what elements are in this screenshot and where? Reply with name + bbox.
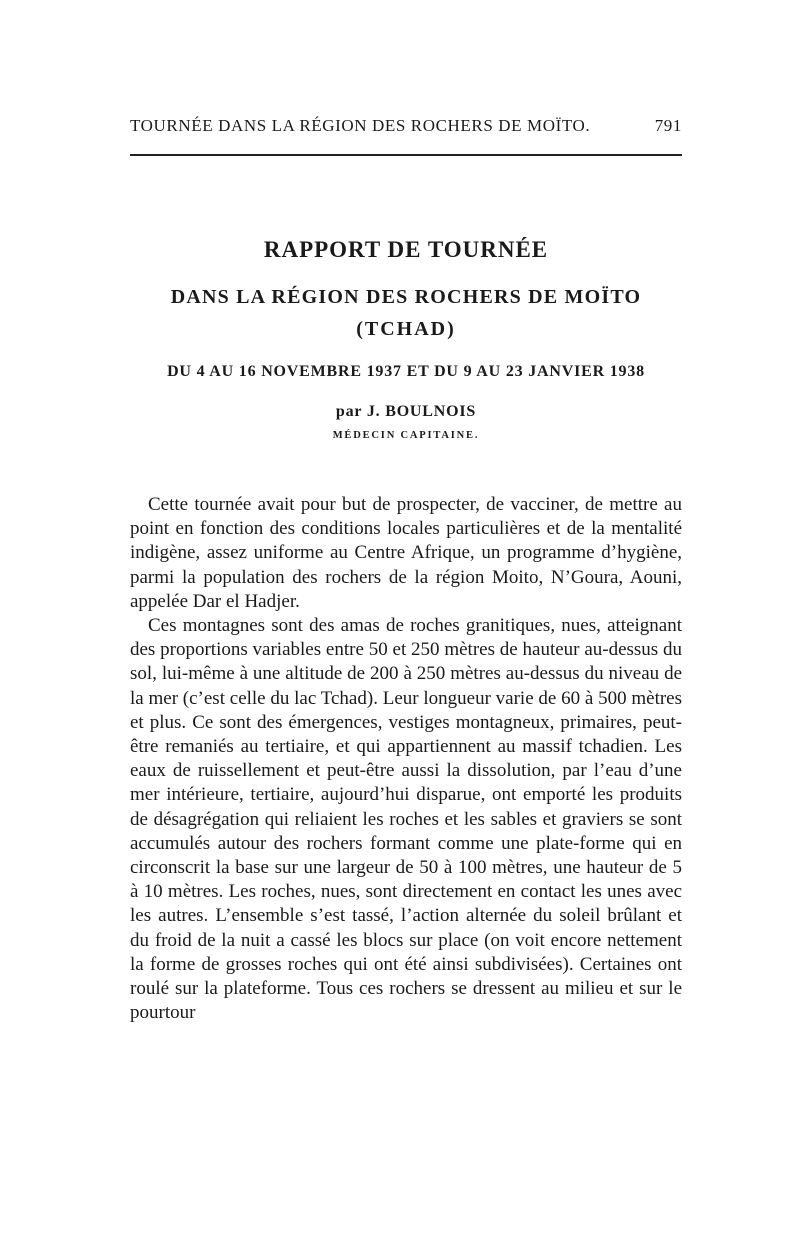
article-body [130,493,682,1025]
article-dates: DU 4 AU 16 NOVEMBRE 1937 ET DU 9 AU 23 JANVIER 1938 [167,363,645,380]
paragraph: Cette tournée avait pour but de prospecter, de vacciner, de mettre au point en fonction des conditions locales particulières et de la mentalité indigène, assez uniforme au Centre Afrique, un programme d’hygiène, parmi la population des rochers de la région Moito, N’Goura, Aouni, appelée Dar el Hadjer. [130,494,682,612]
running-head-title: TOURNÉE DANS LA RÉGION DES ROCHERS DE MOÏTO. [130,116,591,135]
article-subtitle: DANS LA RÉGION DES ROCHERS DE MOÏTO [170,286,642,308]
article-region: (TCHAD) [356,318,456,340]
article-title: RAPPORT DE TOURNÉE [263,237,549,262]
paragraph: Ces montagnes sont des amas de roches granitiques, nues, atteignant des proportions variables entre 50 et 250 mètres de hauteur au-dessus du sol, lui-même à une altitude de 200 à 250 mètres au-dessus du niveau de la mer (c’est celle du lac Tchad). Leur longueur varie de 60 à 500 mètres et plus. Ce sont des émergences, vestiges montagneux, primaires, peut-être remaniés au tertiaire, et qui appartiennent au massif tchadien. Les eaux de ruissellement et peut-être aussi la dissolution, par l’eau d’une mer intérieure, tertiaire, aujourd’hui disparue, ont emporté les produits de désagrégation qui reliaient les roches et les sables et graviers se sont accumulés autour des rochers formant comme une plate-forme qui en circonscrit la base sur une largeur de 50 à 100 mètres, une hauteur de 5 à 10 mètres. Les roches, nues, sont directement en contact les unes avec les autres. L’ensemble s’est tassé, l’action alternée du soleil brûlant et du froid de la nuit a cassé les blocs sur place (on voit encore nettement la forme de grosses roches qui ont été ainsi subdivisées). Certaines ont roulé sur la plateforme. Tous ces rochers se dressent au milieu et sur le pourtour [130,615,682,1024]
header-rule [130,154,682,156]
running-head [130,116,682,136]
page-number: 791 [654,116,682,135]
author-role: MÉDECIN CAPITAINE. [332,430,480,441]
article-heading [130,236,682,443]
article-byline: par J. BOULNOIS [335,403,477,420]
